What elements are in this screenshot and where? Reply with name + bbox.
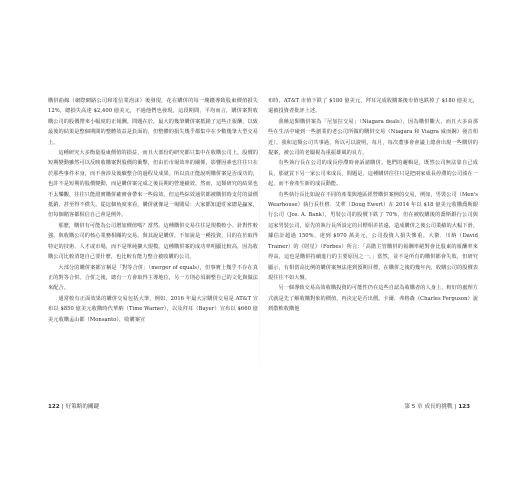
page-number: 122 — [48, 404, 60, 410]
paragraph: 布時，AT&T 市值下跌了 $180 億美元，拜耳完成收購案後市值也跌掉了 $180 億美元，還被投資者批評上述。 — [268, 98, 478, 115]
paragraph: 有些執行長比如說在不同的產業與地區經營購併案例的交易，例如，男裝公司（Men's Wearhouse）執行長杜格．艾華（Doug Ewert）在 2014 年以 $18 億美元收購喬斯銀行公司（Jos. A. Bank），男裝公司的股價下跌了 70%，但在被收購後的喬斯銀行公司與這家男裝公司，原先的執行長所設定的目標相差甚遠，造成購併之後公司業績的大幅下滑。據估計超過 150%，達到 $970 萬美元，公司投資人損失慘重。大衛．川納（David Trainer）的《財星》（Forbes）所言：「高階主管購併的報酬率絕對會比股東的報酬率來得高，這也是購併持續進行的主要原因之一。」當然，並不是所有的購併都會失敗，但研究顯示，有相當高比例的購併案無法達到預期目標，在購併之後的幾年內，收購公司的股價表現往往不如大盤。 — [268, 191, 478, 281]
paragraph: 我稱這類購併案為「尼加拉交易」（Niagara deals），因為購併觀大，而且大多由那些在生活中碰到一些創業的老公司所做的購併交易（Niagara 和 Viagra 威而鋼）發音相近）。我和這類公司共事過，所以可以證明，每月，每次董事會會議上總會出現一些購併的提案，被公司的老闆視為重振雄風的良方。 — [268, 118, 478, 157]
footer-separator: | — [61, 404, 64, 410]
right-page-footer — [404, 402, 470, 410]
book-title: 好策略的關鍵 — [65, 404, 100, 410]
chapter-label: 第 5 章 — [404, 404, 423, 410]
paragraph: 那麼，購併有可能為公司增加價值嗎？當然。這種購併交易往往是規模較小、針對性較強、與收購公司的核心業務相關的交易。與其說是購併，不如說是一種投資，目的在於取得特定的技術、人才或市場，而不是單純擴大規模。這種購併案的成功率明顯比較高，因為收購公司比較清楚自己要什麼，也比較有能力整合被收購的公司。 — [48, 222, 258, 261]
left-page-body — [48, 96, 258, 325]
page-number: 123 — [458, 404, 470, 410]
paragraph: 有些執行長在公司的成長停滯時會訴諸購併。他們的邏輯是，既然公司無法靠自己成長，那就買下另一家公司來成長。問題是，這種購併往往只是把兩家成長停滯的公司湊在一起，而不會產生新的成長動能。 — [268, 160, 478, 188]
footer-separator: | — [454, 404, 457, 410]
paragraph: 通常較有正面效果的購併交易包括大筆，例如，2016 年最大宗購併交易是 AT&T 宣布以 $850 億美元收購時代華納（Time Warner），以及拜耳（Bayer）宣布以 $660 億美元收購孟山都（Monsanto），收購案宣 — [48, 295, 258, 323]
paragraph: 另一個導致交易高效收購投資的可能性仍在這些自認為收購者的人身上，較好的處理方式就是先了解收購對象的價值，再決定是否出價。卡爾．弗格森（Charles Ferguson）說到散軟收購他 — [268, 285, 478, 313]
left-page-footer — [48, 402, 99, 410]
paragraph: 這種研究大多衡量股東價值的損益，而且大部份的研究都只集中在收購公司上。股價的短期變動雖然可以反映收購案對股價的衝擊，但由於市場效率的關係，影響因素也往往只在於那些事件本身，而不會涉及後續整合的過程及成果。所以真正能說明購併案是否成功的，也許不是短期的股價變動，而是購併案完成之後長期的營運績效。然而，這類研究的結果也不太樂觀，往往只能證實購併確實會帶來一些綜效，但這些綜效通常都被購併時支付的溢價抵銷，甚至得不償失。從這個角度來看，購併就像是一場賭局：大家都知道莊家總是贏家，但每個賭客都相信自己會是例外。 — [48, 150, 258, 219]
right-page-body — [268, 96, 478, 315]
paragraph: 購併曲線（網際網路公司和電信業泡沫）後發現，花在購併的每一塊錢導致股東價值損失 12%，總損失高達 $2,400 億美元，不過他們也發現，這段期間，平均而言，購併案對收購公司的股價帶來小幅度的正報酬。問題在於，最大的幾筆購併案抵銷了這些正報酬，以致最後的結果是整個期間的整體效益是負面的，但整體的損失幾乎都集中在少數幾筆大型交易上。 — [48, 98, 258, 146]
paragraph: 大部分的購併案都宣稱是「對等合併」（merger of equals），但事實上幾乎不存在真正的對等合併。合併之後，總有一方會取得主導地位，另一方則必須調整自己的文化與做法來配合。 — [48, 264, 258, 292]
page-gutter — [259, 40, 260, 460]
chapter-title: 成長的挑戰 — [424, 404, 453, 410]
